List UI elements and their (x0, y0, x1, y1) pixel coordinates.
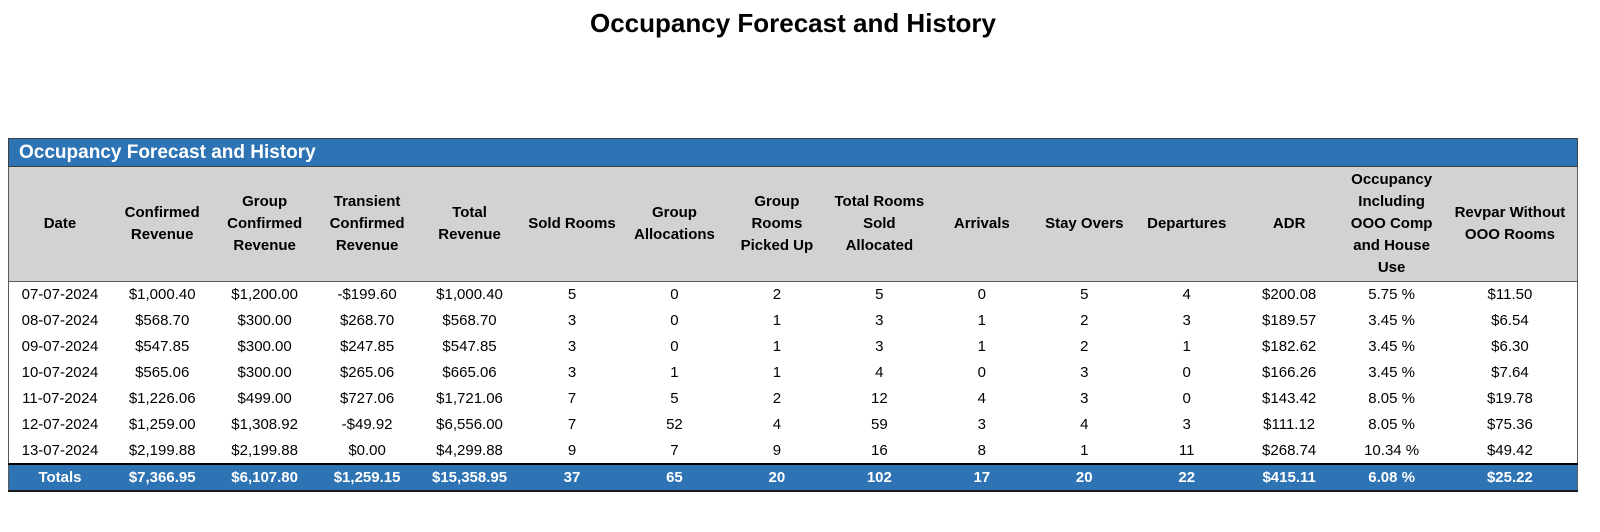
table-cell: 9 (726, 438, 828, 464)
column-header: Arrivals (931, 167, 1033, 282)
table-cell: 3 (521, 334, 623, 360)
report-table-container (8, 138, 1578, 492)
table-cell: $6,556.00 (418, 412, 520, 438)
totals-cell: 22 (1135, 464, 1237, 491)
totals-cell: $1,259.15 (316, 464, 418, 491)
column-header: Occupancy Including OOO Comp and House Use (1340, 167, 1442, 282)
table-cell: $1,000.40 (418, 282, 520, 308)
table-cell: -$199.60 (316, 282, 418, 308)
table-cell: 9 (521, 438, 623, 464)
table-cell: 0 (623, 308, 725, 334)
table-cell: 7 (521, 386, 623, 412)
column-header: Transient Confirmed Revenue (316, 167, 418, 282)
table-cell: 0 (1135, 360, 1237, 386)
table-cell: 3.45 % (1340, 360, 1442, 386)
table-totals (9, 464, 1578, 491)
totals-cell: $25.22 (1443, 464, 1578, 491)
table-cell: 1 (1033, 438, 1135, 464)
table-cell: $547.85 (111, 334, 213, 360)
table-cell: $1,200.00 (213, 282, 315, 308)
totals-row (9, 464, 1578, 491)
table-cell: $568.70 (111, 308, 213, 334)
column-header: Total Revenue (418, 167, 520, 282)
table-cell: $1,226.06 (111, 386, 213, 412)
table-cell: 5 (521, 282, 623, 308)
table-cell: $75.36 (1443, 412, 1578, 438)
table-cell: 2 (726, 386, 828, 412)
column-header: Confirmed Revenue (111, 167, 213, 282)
table-cell: 3 (828, 308, 930, 334)
table-cell: 4 (1033, 412, 1135, 438)
column-header: ADR (1238, 167, 1340, 282)
table-cell: $0.00 (316, 438, 418, 464)
table-cell: 3.45 % (1340, 308, 1442, 334)
table-cell: 11-07-2024 (9, 386, 111, 412)
column-header: Group Rooms Picked Up (726, 167, 828, 282)
table-row (9, 360, 1578, 386)
table-cell: $182.62 (1238, 334, 1340, 360)
table-cell: 8.05 % (1340, 386, 1442, 412)
table-cell: 1 (623, 360, 725, 386)
table-cell: 3 (828, 334, 930, 360)
table-cell: 4 (1135, 282, 1237, 308)
totals-cell: $7,366.95 (111, 464, 213, 491)
column-header: Total Rooms Sold Allocated (828, 167, 930, 282)
table-cell: $11.50 (1443, 282, 1578, 308)
table-cell: $547.85 (418, 334, 520, 360)
column-header: Group Confirmed Revenue (213, 167, 315, 282)
table-cell: $727.06 (316, 386, 418, 412)
table-cell: $568.70 (418, 308, 520, 334)
table-cell: 10-07-2024 (9, 360, 111, 386)
totals-cell: 17 (931, 464, 1033, 491)
table-cell: $166.26 (1238, 360, 1340, 386)
table-cell: $300.00 (213, 360, 315, 386)
table-cell: 12-07-2024 (9, 412, 111, 438)
page-title: Occupancy Forecast and History (589, 8, 997, 38)
table-cell: $143.42 (1238, 386, 1340, 412)
table-cell: $265.06 (316, 360, 418, 386)
table-cell: $300.00 (213, 308, 315, 334)
table-cell: 1 (931, 308, 1033, 334)
table-cell: 1 (726, 360, 828, 386)
report-title: Occupancy Forecast and History (19, 142, 316, 163)
table-body (9, 282, 1578, 464)
table-cell: 2 (726, 282, 828, 308)
table-cell: 3 (931, 412, 1033, 438)
totals-cell: Totals (9, 464, 111, 491)
table-cell: 3 (1033, 386, 1135, 412)
table-row (9, 308, 1578, 334)
table-cell: 2 (1033, 334, 1135, 360)
table-row (9, 438, 1578, 464)
totals-cell: 37 (521, 464, 623, 491)
table-cell: $1,721.06 (418, 386, 520, 412)
table-cell: 5 (828, 282, 930, 308)
totals-cell: $15,358.95 (418, 464, 520, 491)
table-cell: $499.00 (213, 386, 315, 412)
table-cell: 1 (1135, 334, 1237, 360)
table-cell: 13-07-2024 (9, 438, 111, 464)
table-cell: 3 (1033, 360, 1135, 386)
table-cell: 1 (726, 334, 828, 360)
table-cell: $268.74 (1238, 438, 1340, 464)
table-cell: 3 (521, 360, 623, 386)
table-cell: 11 (1135, 438, 1237, 464)
table-header (9, 167, 1578, 282)
table-cell: $189.57 (1238, 308, 1340, 334)
table-cell: $2,199.88 (213, 438, 315, 464)
table-cell: $1,308.92 (213, 412, 315, 438)
table-cell: 8.05 % (1340, 412, 1442, 438)
column-header: Revpar Without OOO Rooms (1443, 167, 1578, 282)
table-cell: 07-07-2024 (9, 282, 111, 308)
table-cell: 5.75 % (1340, 282, 1442, 308)
occupancy-table (8, 167, 1578, 492)
totals-cell: 102 (828, 464, 930, 491)
table-cell: 4 (828, 360, 930, 386)
table-cell: 10.34 % (1340, 438, 1442, 464)
table-cell: $300.00 (213, 334, 315, 360)
table-cell: 3.45 % (1340, 334, 1442, 360)
table-cell: 3 (1135, 308, 1237, 334)
column-header: Date (9, 167, 111, 282)
totals-cell: $415.11 (1238, 464, 1340, 491)
table-cell: 3 (521, 308, 623, 334)
table-cell: $2,199.88 (111, 438, 213, 464)
column-header: Departures (1135, 167, 1237, 282)
table-cell: $665.06 (418, 360, 520, 386)
table-cell: 7 (521, 412, 623, 438)
table-row (9, 412, 1578, 438)
column-header: Group Allocations (623, 167, 725, 282)
table-cell: 7 (623, 438, 725, 464)
table-cell: 0 (931, 360, 1033, 386)
table-cell: $111.12 (1238, 412, 1340, 438)
table-cell: 1 (726, 308, 828, 334)
column-header: Stay Overs (1033, 167, 1135, 282)
table-cell: 0 (931, 282, 1033, 308)
table-cell: 5 (623, 386, 725, 412)
totals-cell: $6,107.80 (213, 464, 315, 491)
table-cell: 4 (726, 412, 828, 438)
column-header: Sold Rooms (521, 167, 623, 282)
table-row (9, 386, 1578, 412)
table-cell: $19.78 (1443, 386, 1578, 412)
table-cell: $268.70 (316, 308, 418, 334)
table-cell: 1 (931, 334, 1033, 360)
table-cell: $1,259.00 (111, 412, 213, 438)
table-cell: 4 (931, 386, 1033, 412)
table-cell: $247.85 (316, 334, 418, 360)
table-cell: $1,000.40 (111, 282, 213, 308)
table-cell: $565.06 (111, 360, 213, 386)
table-cell: $49.42 (1443, 438, 1578, 464)
totals-cell: 20 (726, 464, 828, 491)
table-cell: $7.64 (1443, 360, 1578, 386)
table-cell: 59 (828, 412, 930, 438)
table-cell: 2 (1033, 308, 1135, 334)
table-row (9, 282, 1578, 308)
table-cell: $200.08 (1238, 282, 1340, 308)
report-title-bar (8, 138, 1578, 167)
table-cell: 16 (828, 438, 930, 464)
table-cell: 5 (1033, 282, 1135, 308)
table-cell: 0 (1135, 386, 1237, 412)
table-cell: $6.30 (1443, 334, 1578, 360)
table-cell: $4,299.88 (418, 438, 520, 464)
totals-cell: 6.08 % (1340, 464, 1442, 491)
totals-cell: 65 (623, 464, 725, 491)
table-cell: 0 (623, 334, 725, 360)
table-cell: 8 (931, 438, 1033, 464)
totals-cell: 20 (1033, 464, 1135, 491)
table-cell: 08-07-2024 (9, 308, 111, 334)
table-cell: -$49.92 (316, 412, 418, 438)
table-cell: 09-07-2024 (9, 334, 111, 360)
table-cell: 3 (1135, 412, 1237, 438)
table-cell: 12 (828, 386, 930, 412)
table-cell: 0 (623, 282, 725, 308)
table-cell: 52 (623, 412, 725, 438)
table-row (9, 334, 1578, 360)
table-cell: $6.54 (1443, 308, 1578, 334)
header-row (9, 167, 1578, 282)
